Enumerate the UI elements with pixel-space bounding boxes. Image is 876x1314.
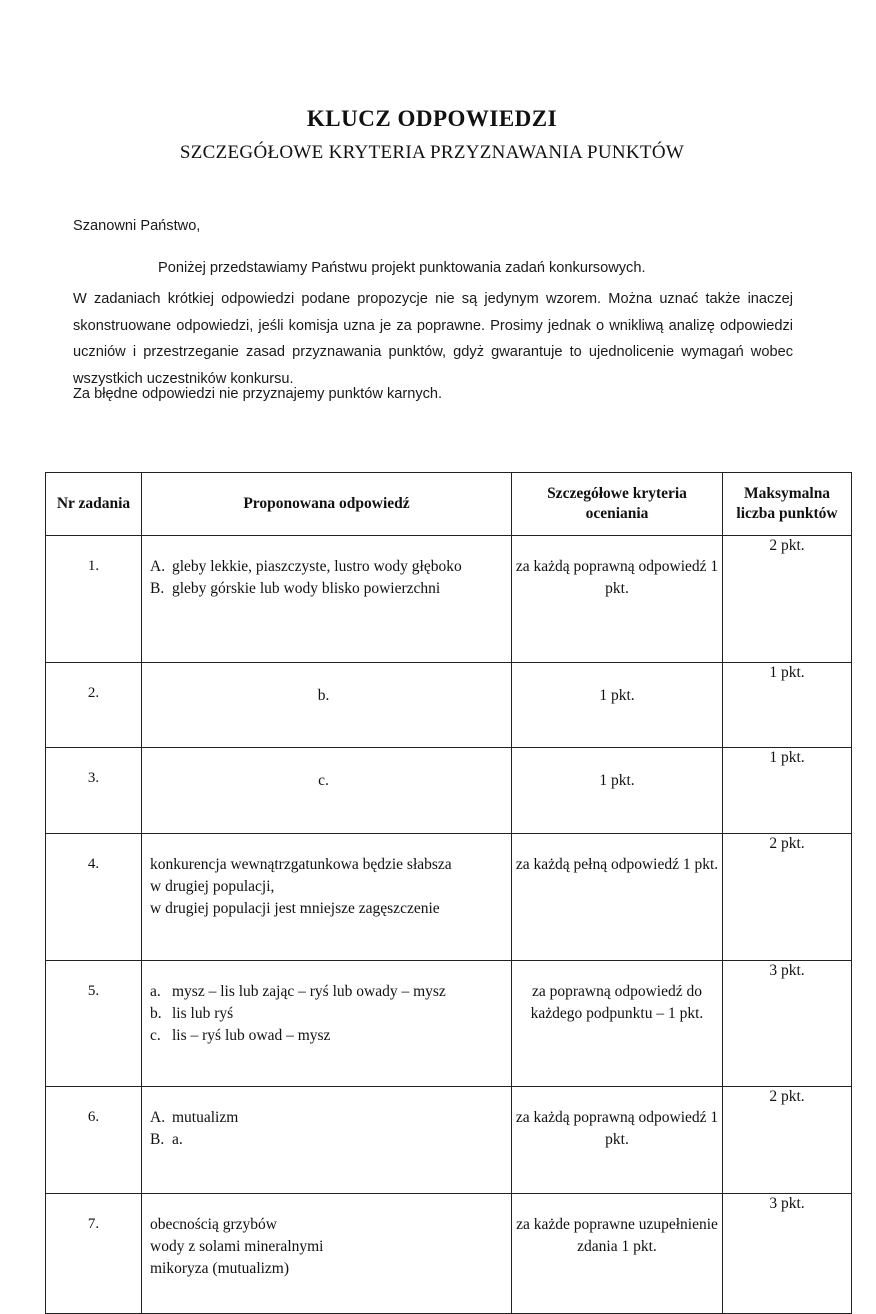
max-points: 1 pkt. [723, 748, 852, 834]
answer-text: mutualizm [172, 1109, 239, 1126]
answer-item [150, 1129, 505, 1151]
grading-criteria: 1 pkt. [512, 663, 723, 748]
answer-item [150, 1107, 505, 1129]
answer-label: A. [150, 558, 166, 575]
grading-criteria: za każdą poprawną odpowiedź 1 pkt. [512, 536, 723, 663]
max-points: 2 pkt. [723, 536, 852, 663]
grading-criteria: za każdą poprawną odpowiedź 1 pkt. [512, 1087, 723, 1194]
table-header-row [46, 473, 852, 536]
header-nr: Nr zadania [46, 473, 142, 536]
answer-item [150, 1003, 505, 1025]
max-points: 2 pkt. [723, 1087, 852, 1194]
header-criteria: Szczegółowe kryteria oceniania [512, 473, 723, 536]
answer-line: w drugiej populacji jest mniejsze zagęszczenie [150, 900, 440, 917]
header-max-points: Maksymalna liczba punktów [723, 473, 852, 536]
answer-item [150, 556, 505, 578]
answer-line: wody z solami mineralnymi [150, 1238, 324, 1255]
answer-line: mikoryza (mutualizm) [150, 1260, 290, 1277]
answer-item [150, 1025, 505, 1047]
answer-label: c. [150, 1027, 161, 1044]
proposed-answer [142, 1194, 512, 1314]
task-number: 1. [46, 536, 142, 663]
max-points: 3 pkt. [723, 1194, 852, 1314]
task-number: 7. [46, 1194, 142, 1314]
table-row [46, 834, 852, 961]
answer-label: b. [150, 1005, 162, 1022]
answer-text: lis lub ryś [172, 1005, 234, 1022]
task-number: 2. [46, 663, 142, 748]
answer-line: obecnością grzybów [150, 1216, 277, 1233]
table-row [46, 1194, 852, 1314]
intro-paragraph-3: Za błędne odpowiedzi nie przyznajemy punktów karnych. [73, 386, 443, 402]
max-points: 3 pkt. [723, 961, 852, 1087]
table-row [46, 748, 852, 834]
answer-key-table [45, 472, 852, 1314]
proposed-answer: c. [142, 748, 512, 834]
task-number: 4. [46, 834, 142, 961]
greeting: Szanowni Państwo, [73, 218, 201, 234]
proposed-answer [142, 834, 512, 961]
table-row [46, 663, 852, 748]
answer-text: gleby górskie lub wody blisko powierzchni [172, 580, 441, 597]
table-row [46, 1087, 852, 1194]
answer-label: B. [150, 1131, 165, 1148]
task-number: 5. [46, 961, 142, 1087]
task-number: 6. [46, 1087, 142, 1194]
table-row [46, 961, 852, 1087]
answer-label: A. [150, 1109, 166, 1126]
grading-criteria: za każde poprawne uzupełnienie zdania 1 pkt. [512, 1194, 723, 1314]
document-subtitle: SZCZEGÓŁOWE KRYTERIA PRZYZNAWANIA PUNKTÓW [179, 142, 685, 163]
answer-text: gleby lekkie, piaszczyste, lustro wody głęboko [172, 558, 462, 575]
answer-item [150, 578, 505, 600]
proposed-answer [142, 1087, 512, 1194]
answer-text: mysz – lis lub zając – ryś lub owady – mysz [172, 983, 446, 1000]
header-answer: Proponowana odpowiedź [142, 473, 512, 536]
table-row [46, 536, 852, 663]
max-points: 2 pkt. [723, 834, 852, 961]
max-points: 1 pkt. [723, 663, 852, 748]
grading-criteria: za poprawną odpowiedź do każdego podpunktu – 1 pkt. [512, 961, 723, 1087]
answer-label: B. [150, 580, 165, 597]
proposed-answer: b. [142, 663, 512, 748]
task-number: 3. [46, 748, 142, 834]
proposed-answer [142, 536, 512, 663]
grading-criteria: 1 pkt. [512, 748, 723, 834]
document-title: KLUCZ ODPOWIEDZI [306, 106, 558, 131]
answer-line: konkurencja wewnątrzgatunkowa będzie słabsza [150, 856, 452, 873]
grading-criteria: za każdą pełną odpowiedź 1 pkt. [512, 834, 723, 961]
proposed-answer [142, 961, 512, 1087]
answer-line: w drugiej populacji, [150, 878, 275, 895]
answer-text: lis – ryś lub owad – mysz [172, 1027, 331, 1044]
answer-item [150, 981, 505, 1003]
intro-paragraph-1: Poniżej przedstawiamy Państwu projekt punktowania zadań konkursowych. [158, 260, 646, 276]
answer-text: a. [172, 1131, 183, 1148]
intro-paragraph-2: W zadaniach krótkiej odpowiedzi podane propozycje nie są jedynym wzorem. Można uznać także inaczej skonstruowane odpowiedzi, jeśli komisja uzna je za poprawne. Prosimy jednak o wnikliwą analizę odpowiedzi uczniów i przestrzeganie zasad przyznawania punktów, gdyż gwarantuje to ujednolicenie wymagań wobec wszystkich uczestników konkursu. [73, 291, 793, 387]
answer-label: a. [150, 983, 161, 1000]
